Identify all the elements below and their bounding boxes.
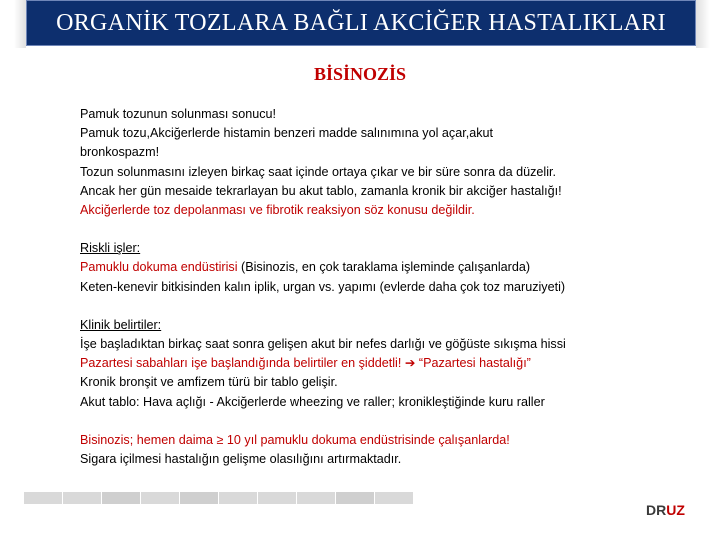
logo-part: DR — [646, 502, 667, 518]
text-line: Akut tablo: Hava açlığı - Akciğerlerde wheezing ve raller; kronikleştiğinde kuru raller — [80, 394, 545, 409]
footer-segment — [258, 492, 297, 504]
text-line-highlight: Bisinozis; hemen daima ≥ 10 yıl pamuklu dokuma endüstrisinde çalışanlarda! — [80, 432, 510, 447]
text-line — [80, 258, 680, 277]
arrow-right-icon: ➔ — [404, 356, 416, 371]
footer-segment — [297, 492, 336, 504]
text-line: Sigara içilmesi hastalığın gelişme olasılığını artırmaktadır. — [80, 452, 402, 467]
footer-segment — [180, 492, 219, 504]
text-line: bronkospazm! — [80, 145, 160, 160]
text-quote: “Pazartesi hastalığı” — [415, 356, 531, 371]
paragraph-risky-jobs — [80, 239, 680, 297]
section-heading: BİSİNOZİS — [313, 64, 407, 84]
footer-segment — [63, 492, 102, 504]
slide-title: ORGANİK TOZLARA BAĞLI AKCİĞER HASTALIKLARI — [56, 9, 666, 36]
text-line: Pamuk tozu,Akciğerlerde histamin benzeri madde salınımına yol açar,akut — [80, 126, 493, 141]
paragraph-causes — [80, 105, 680, 220]
text-line: Pamuk tozunun solunması sonucu! — [80, 107, 277, 121]
paragraph-summary — [80, 431, 680, 469]
text-line-highlight: Akciğerlerde toz depolanması ve fibrotik reaksiyon söz konusu değildir. — [80, 203, 475, 218]
footer-segment — [24, 492, 63, 504]
text-line: Tozun solunmasını izleyen birkaç saat içinde ortaya çıkar ve bir süre sonra da düzelir. — [80, 164, 556, 179]
footer-bar — [24, 492, 414, 504]
text-highlight: Pazartesi sabahları işe başlandığında belirtiler en şiddetli! — [80, 356, 405, 371]
text-line: Kronik bronşit ve amfizem türü bir tablo gelişir. — [80, 375, 338, 390]
text-line: Ancak her gün mesaide tekrarlayan bu akut tablo, zamanla kronik bir akciğer hastalığı! — [80, 183, 562, 198]
text-highlight: Pamuklu dokuma endüstirisi — [80, 260, 238, 275]
risky-jobs-header: Riskli işler: — [80, 241, 141, 256]
footer-segment — [141, 492, 180, 504]
title-shadow-left — [14, 0, 26, 48]
title-shadow-right — [696, 0, 710, 48]
text-span: (Bisinozis, en çok taraklama işleminde çalışanlarda) — [237, 260, 531, 275]
footer-segment — [102, 492, 141, 504]
text-line: Keten-kenevir bitkisinden kalın iplik, urgan vs. yapımı (evlerde daha çok toz maruziyeti) — [80, 279, 566, 294]
footer-segment — [375, 492, 414, 504]
slide-content — [80, 105, 680, 469]
footer-segment — [336, 492, 375, 504]
clinical-header: Klinik belirtiler: — [80, 317, 162, 332]
title-bar — [26, 0, 696, 46]
text-line: İşe başladıktan birkaç saat sonra gelişen akut bir nefes darlığı ve göğüste sıkışma hissi — [80, 337, 566, 352]
logo-part-accent: UZ — [666, 502, 685, 518]
text-line — [80, 354, 680, 373]
footer-segment — [219, 492, 258, 504]
paragraph-clinical — [80, 316, 680, 412]
druz-logo — [646, 502, 685, 518]
